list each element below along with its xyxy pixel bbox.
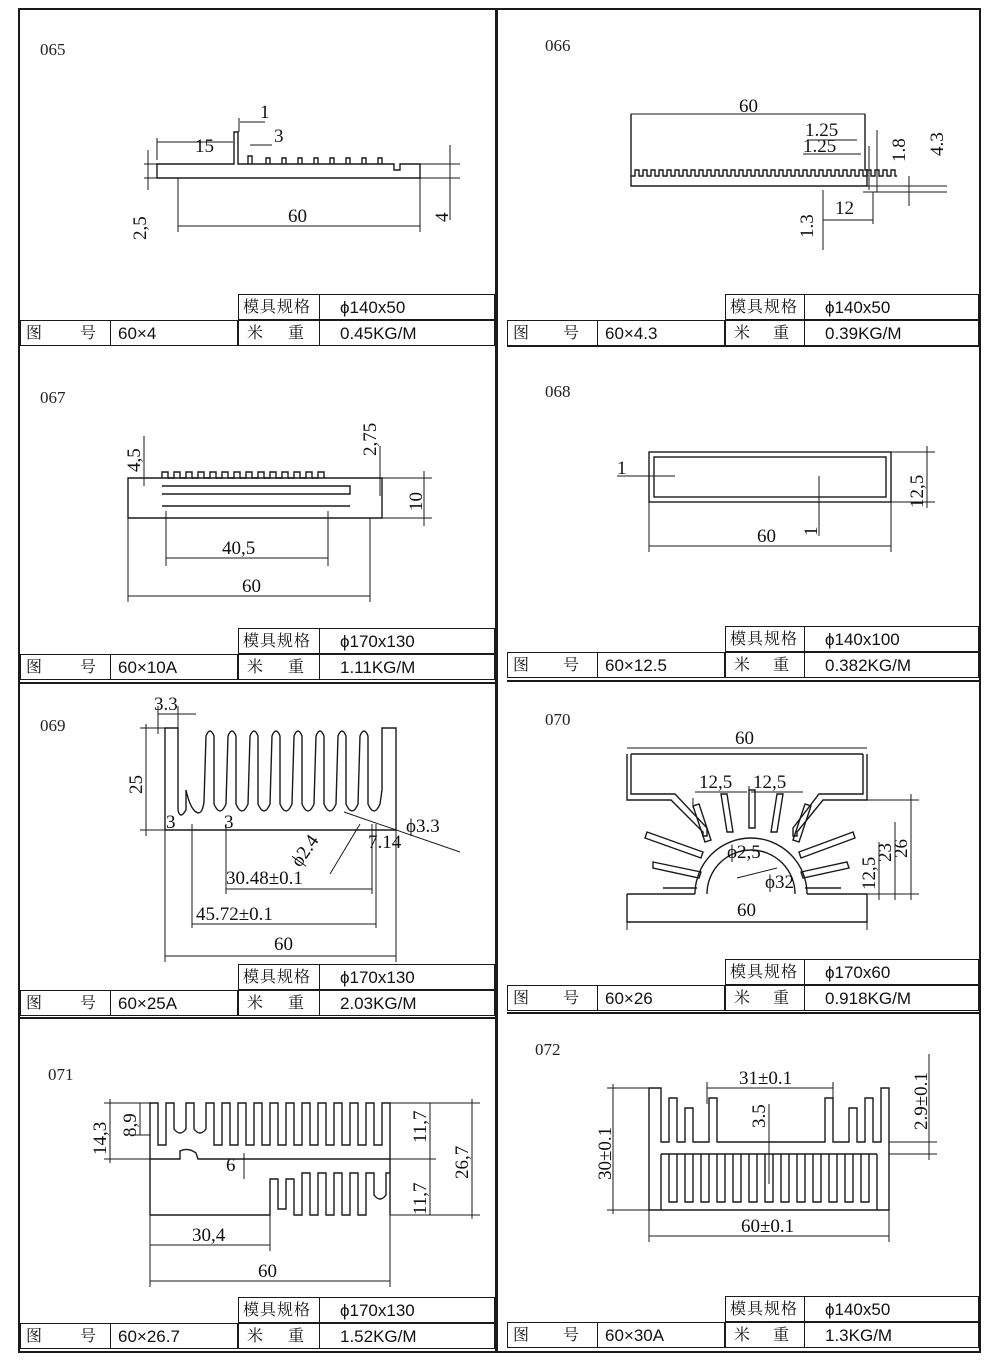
dim-label: 7.14 bbox=[368, 832, 402, 853]
weight-value: 0.382KG/M bbox=[825, 656, 911, 675]
spec-table bbox=[20, 1297, 495, 1349]
drawing-no-value: 60×30A bbox=[605, 1326, 665, 1345]
weight-value: 0.45KG/M bbox=[340, 324, 417, 343]
profile-cell bbox=[507, 10, 979, 346]
drawing-no-label-b: 号 bbox=[563, 655, 581, 674]
dim-label: ϕ2.4 bbox=[286, 831, 324, 871]
dim-label: 6 bbox=[226, 1155, 236, 1176]
weight-label-b: 重 bbox=[288, 323, 306, 342]
profile-cell bbox=[507, 1014, 979, 1351]
dim-label: 2.9±0.1 bbox=[911, 1072, 932, 1130]
tool-spec-value: ϕ170x60 bbox=[825, 963, 891, 982]
dim-label: 2,5 bbox=[130, 216, 151, 240]
drawing-no-label-b: 号 bbox=[563, 988, 581, 1007]
drawing-no-value: 60×26 bbox=[605, 989, 653, 1008]
drawing-no-label-b: 号 bbox=[80, 323, 98, 342]
dim-label: 4.3 bbox=[927, 132, 948, 156]
dim-label: 12,5 bbox=[907, 474, 928, 508]
dim-label: 60 bbox=[258, 1261, 277, 1282]
weight-value: 2.03KG/M bbox=[340, 994, 417, 1013]
drawing-no-label-a: 图 bbox=[513, 1325, 531, 1344]
weight-label-a: 米 bbox=[734, 655, 752, 674]
drawing-no-label-b: 号 bbox=[563, 323, 581, 342]
dim-label: 4 bbox=[432, 212, 453, 222]
drawing-no-value: 60×25A bbox=[118, 994, 178, 1013]
weight-label-b: 重 bbox=[288, 657, 306, 676]
tool-spec-value: ϕ170x130 bbox=[340, 968, 415, 987]
profile-cell bbox=[507, 682, 979, 1013]
tool-spec-label: 模具规格 bbox=[243, 1300, 312, 1319]
drawing-no-label-b: 号 bbox=[563, 1325, 581, 1344]
dim-label: 60 bbox=[242, 576, 261, 597]
dim-label: 11,7 bbox=[410, 1110, 431, 1143]
dim-label: 8,9 bbox=[120, 1113, 141, 1137]
dim-label: 60 bbox=[274, 934, 293, 955]
spec-table bbox=[507, 294, 979, 346]
tool-spec-label: 模具规格 bbox=[243, 967, 312, 986]
weight-label-b: 重 bbox=[773, 323, 791, 342]
drawing-no-label-a: 图 bbox=[26, 657, 44, 676]
profile-number: 068 bbox=[545, 382, 571, 401]
dim-label: 12,5 bbox=[859, 856, 880, 890]
dim-label: 3 bbox=[166, 812, 176, 833]
spec-table bbox=[507, 626, 979, 678]
weight-label-a: 米 bbox=[734, 1325, 752, 1344]
dim-label: 60 bbox=[739, 96, 758, 117]
weight-label-b: 重 bbox=[773, 1325, 791, 1344]
profile-number: 065 bbox=[40, 40, 66, 59]
dim-label: 4,5 bbox=[124, 448, 145, 472]
profile-cell bbox=[20, 684, 495, 1018]
tool-spec-value: ϕ140x50 bbox=[825, 298, 891, 317]
dim-label: 60 bbox=[757, 526, 776, 547]
profile-number: 070 bbox=[545, 710, 571, 729]
tool-spec-label: 模具规格 bbox=[730, 629, 799, 648]
profile-number: 069 bbox=[40, 716, 66, 735]
tool-spec-value: ϕ140x100 bbox=[825, 630, 900, 649]
dim-label: 3.5 bbox=[749, 1104, 770, 1128]
frame-right-border bbox=[979, 8, 981, 1353]
spec-table bbox=[507, 959, 979, 1011]
weight-label-b: 重 bbox=[773, 988, 791, 1007]
dim-label: 40,5 bbox=[222, 538, 256, 559]
spec-table bbox=[20, 628, 495, 680]
dim-label: 25 bbox=[126, 775, 147, 794]
dim-label: 2,75 bbox=[360, 422, 381, 456]
dim-label: 11,7 bbox=[410, 1182, 431, 1215]
tool-spec-label: 模具规格 bbox=[730, 962, 799, 981]
dim-label: 14,3 bbox=[90, 1121, 111, 1155]
weight-label-a: 米 bbox=[734, 323, 752, 342]
dim-label: 1.25 bbox=[805, 120, 839, 141]
dim-label: 31±0.1 bbox=[739, 1068, 793, 1089]
weight-value: 1.11KG/M bbox=[340, 658, 416, 677]
weight-label-a: 米 bbox=[247, 993, 265, 1012]
spec-table bbox=[507, 1296, 979, 1348]
profile-cell bbox=[20, 1019, 495, 1351]
dim-label: 30,4 bbox=[192, 1225, 226, 1246]
dim-label: 1 bbox=[801, 526, 822, 536]
drawing-no-label-a: 图 bbox=[513, 655, 531, 674]
frame-center-divider bbox=[495, 8, 498, 1353]
weight-label-b: 重 bbox=[288, 993, 306, 1012]
profile-cell bbox=[507, 346, 979, 680]
tool-spec-label: 模具规格 bbox=[243, 297, 312, 316]
drawing-no-value: 60×12.5 bbox=[605, 656, 667, 675]
drawing-no-value: 60×10A bbox=[118, 658, 178, 677]
weight-value: 1.3KG/M bbox=[825, 1326, 893, 1345]
drawing-no-label-a: 图 bbox=[26, 993, 44, 1012]
dim-label: 12,5 bbox=[753, 772, 787, 793]
weight-label-b: 重 bbox=[773, 655, 791, 674]
tool-spec-value: ϕ170x130 bbox=[340, 632, 415, 651]
spec-table bbox=[20, 294, 495, 346]
profile-number: 066 bbox=[545, 36, 571, 55]
weight-label-a: 米 bbox=[247, 323, 265, 342]
profile-cell bbox=[20, 346, 495, 682]
profile-number: 067 bbox=[40, 388, 66, 407]
tool-spec-label: 模具规格 bbox=[243, 631, 312, 650]
dim-label: 3 bbox=[224, 812, 234, 833]
drawing-no-value: 60×4 bbox=[118, 324, 157, 343]
drawing-no-label-a: 图 bbox=[26, 323, 44, 342]
dim-label: 60 bbox=[288, 206, 307, 227]
tool-spec-label: 模具规格 bbox=[730, 297, 799, 316]
dim-label: 23 bbox=[875, 843, 896, 862]
dim-label: 1.8 bbox=[889, 138, 910, 162]
drawing-no-label-b: 号 bbox=[80, 993, 98, 1012]
profile-cell bbox=[20, 10, 495, 346]
drawing-no-label-a: 图 bbox=[513, 323, 531, 342]
dim-label: 30.48±0.1 bbox=[226, 868, 303, 889]
dim-label: ϕ3.3 bbox=[406, 816, 440, 837]
dim-label: 60 bbox=[735, 728, 754, 749]
weight-label-a: 米 bbox=[247, 657, 265, 676]
weight-value: 1.52KG/M bbox=[340, 1327, 417, 1346]
drawing-no-value: 60×26.7 bbox=[118, 1327, 180, 1346]
dim-label: 12 bbox=[835, 198, 854, 219]
tool-spec-value: ϕ140x50 bbox=[340, 298, 406, 317]
tool-spec-value: ϕ170x130 bbox=[340, 1301, 415, 1320]
dim-label: 12,5 bbox=[699, 772, 733, 793]
weight-label-a: 米 bbox=[247, 1326, 265, 1345]
dim-label: 1.3 bbox=[797, 214, 818, 238]
dim-label: 60±0.1 bbox=[741, 1216, 795, 1237]
dim-label: 3 bbox=[274, 126, 284, 147]
drawing-no-label-a: 图 bbox=[26, 1326, 44, 1345]
weight-label-a: 米 bbox=[734, 988, 752, 1007]
dim-label: ϕ32 bbox=[765, 872, 795, 893]
weight-value: 0.918KG/M bbox=[825, 989, 911, 1008]
dim-label: 3.3 bbox=[154, 694, 178, 715]
dim-label: 60 bbox=[737, 900, 756, 921]
weight-value: 0.39KG/M bbox=[825, 324, 902, 343]
dim-label: 1.25 bbox=[803, 136, 837, 157]
tool-spec-value: ϕ140x50 bbox=[825, 1300, 891, 1319]
profile-number: 071 bbox=[48, 1065, 74, 1084]
drawing-no-label-a: 图 bbox=[513, 988, 531, 1007]
dim-label: 45.72±0.1 bbox=[196, 904, 273, 925]
dim-label: 1 bbox=[260, 102, 270, 123]
dim-label: 1 bbox=[617, 458, 627, 479]
weight-label-b: 重 bbox=[288, 1326, 306, 1345]
profile-number: 072 bbox=[535, 1040, 561, 1059]
dim-label: 26,7 bbox=[452, 1145, 473, 1179]
tool-spec-label: 模具规格 bbox=[730, 1299, 799, 1318]
dim-label: 10 bbox=[406, 492, 427, 511]
dim-label: 30±0.1 bbox=[595, 1126, 616, 1180]
spec-table bbox=[20, 964, 495, 1016]
dim-label: 15 bbox=[195, 136, 214, 157]
drawing-no-label-b: 号 bbox=[80, 1326, 98, 1345]
drawing-no-value: 60×4.3 bbox=[605, 324, 658, 343]
drawing-no-label-b: 号 bbox=[80, 657, 98, 676]
frame-bottom-border bbox=[18, 1351, 981, 1353]
dim-label: ϕ2,5 bbox=[727, 842, 761, 863]
dim-label: 26 bbox=[891, 839, 912, 858]
